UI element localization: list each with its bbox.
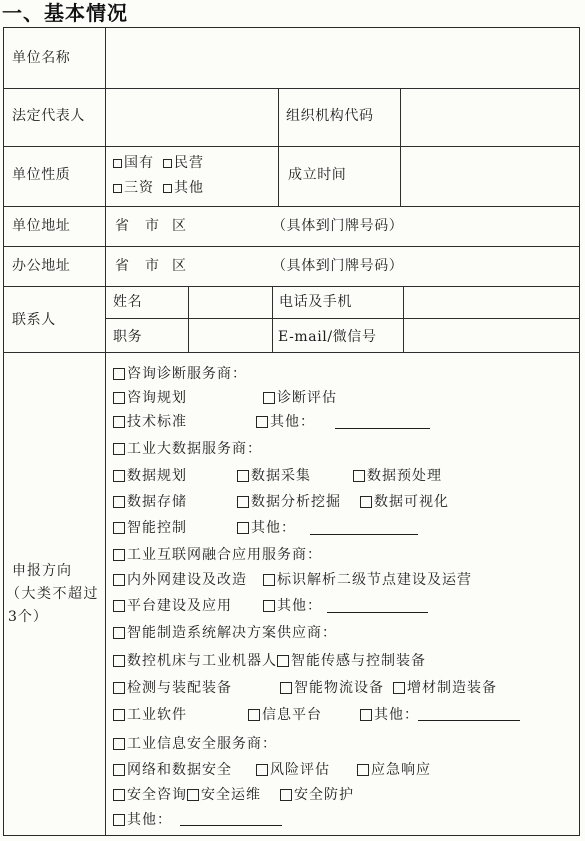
option-label: 安全防护 xyxy=(294,787,354,803)
option-smart-sensing-control[interactable] xyxy=(277,652,426,670)
legal-representative-field[interactable] xyxy=(106,89,277,145)
option-label: 国有 xyxy=(124,155,154,171)
office-address-field[interactable] xyxy=(106,247,579,285)
option-sino-foreign[interactable] xyxy=(113,179,154,197)
checkbox-icon xyxy=(113,814,125,826)
checkbox-icon xyxy=(113,368,125,380)
province-label: 省 xyxy=(115,218,130,234)
declaration-label-note: （大类不超过 xyxy=(6,586,99,602)
contact-name-field[interactable] xyxy=(189,287,271,317)
option-label: 网络和数据安全 xyxy=(127,762,232,778)
other-fill-line[interactable] xyxy=(418,720,520,721)
option-platform-construction[interactable] xyxy=(113,597,232,615)
option-industrial-software[interactable] xyxy=(113,706,187,724)
checkbox-icon xyxy=(113,682,125,694)
other-fill-line[interactable] xyxy=(335,428,430,429)
option-label: 诊断评估 xyxy=(277,390,337,406)
option-label: 其他： xyxy=(270,414,315,430)
checkbox-icon xyxy=(237,522,249,534)
option-risk-assessment[interactable] xyxy=(256,761,330,779)
contact-phone-label: 电话及手机 xyxy=(279,294,352,310)
checkbox-icon xyxy=(113,416,125,428)
address-hint: （具体到门牌号码） xyxy=(272,258,404,274)
option-label: 数据预处理 xyxy=(367,468,442,484)
category-industrial-info-security[interactable] xyxy=(113,735,277,753)
checkbox-icon xyxy=(263,392,275,404)
section-title: 一、基本情况 xyxy=(2,1,128,25)
option-manufacturing-other[interactable] xyxy=(360,706,419,724)
checkbox-icon xyxy=(237,496,249,508)
unit-address-label: 单位地址 xyxy=(12,218,71,234)
unit-name-label: 单位名称 xyxy=(12,50,71,66)
column-divider xyxy=(105,27,106,836)
option-label: 增材制造装备 xyxy=(407,680,497,696)
category-industrial-internet[interactable] xyxy=(113,546,322,564)
option-label: 咨询规划 xyxy=(127,390,187,406)
checkbox-icon xyxy=(187,789,199,801)
checkbox-icon xyxy=(113,549,125,561)
category-consulting-diagnosis[interactable] xyxy=(113,365,247,383)
checkbox-icon xyxy=(113,443,125,455)
district-label: 区 xyxy=(172,258,187,274)
checkbox-icon xyxy=(113,184,122,193)
option-label: 标识解析二级节点建设及运营 xyxy=(277,572,472,588)
province-label: 省 xyxy=(115,258,130,274)
option-label: 数据可视化 xyxy=(374,494,449,510)
option-industrial-internet-other[interactable] xyxy=(263,597,322,615)
category-label: 咨询诊断服务商： xyxy=(127,366,247,382)
option-label: 安全咨询 xyxy=(127,787,187,803)
option-private[interactable] xyxy=(163,154,204,172)
contact-email-field[interactable] xyxy=(404,319,579,351)
checkbox-icon xyxy=(277,655,289,667)
contact-label: 联系人 xyxy=(12,312,56,328)
other-fill-line[interactable] xyxy=(180,825,282,826)
option-label: 数据规划 xyxy=(127,468,187,484)
option-smart-logistics[interactable] xyxy=(280,679,384,697)
checkbox-icon xyxy=(113,159,122,168)
option-label: 数据存储 xyxy=(127,494,187,510)
organization-code-field[interactable] xyxy=(401,89,579,145)
option-label: 安全运维 xyxy=(201,787,261,803)
option-security-protection[interactable] xyxy=(280,786,354,804)
row-divider xyxy=(3,352,580,353)
option-label: 检测与装配装备 xyxy=(127,680,232,696)
checkbox-icon xyxy=(357,764,369,776)
checkbox-icon xyxy=(113,764,125,776)
option-label: 其他： xyxy=(277,598,322,614)
checkbox-icon xyxy=(393,682,405,694)
checkbox-icon xyxy=(353,470,365,482)
other-fill-line[interactable] xyxy=(327,612,428,613)
option-diagnosis-assessment[interactable] xyxy=(263,389,337,407)
checkbox-icon xyxy=(360,496,372,508)
established-date-field[interactable] xyxy=(401,147,579,205)
contact-email-label: E-mail/微信号 xyxy=(278,329,377,345)
category-label: 工业大数据服务商： xyxy=(127,441,262,457)
option-label: 其他： xyxy=(251,520,296,536)
address-hint: （具体到门牌号码） xyxy=(272,218,404,234)
option-label: 智能物流设备 xyxy=(294,680,384,696)
district-label: 区 xyxy=(172,218,187,234)
checkbox-icon xyxy=(248,709,260,721)
city-label: 市 xyxy=(145,218,160,234)
checkbox-icon xyxy=(113,789,125,801)
checkbox-icon xyxy=(360,709,372,721)
declaration-label: 申报方向 xyxy=(12,563,72,579)
checkbox-icon xyxy=(263,574,275,586)
checkbox-icon xyxy=(113,470,125,482)
option-unit-type-other[interactable] xyxy=(163,179,204,197)
option-emergency-response[interactable] xyxy=(357,761,431,779)
checkbox-icon xyxy=(113,627,125,639)
column-divider xyxy=(278,88,279,206)
option-intelligent-control[interactable] xyxy=(113,519,187,537)
other-fill-line[interactable] xyxy=(310,534,418,535)
option-label: 数控机床与工业机器人 xyxy=(127,653,277,669)
category-intelligent-manufacturing[interactable] xyxy=(113,624,337,642)
unit-name-field[interactable] xyxy=(106,28,579,87)
unit-address-field[interactable] xyxy=(106,207,579,245)
checkbox-icon xyxy=(280,682,292,694)
unit-type-label: 单位性质 xyxy=(12,167,71,183)
option-label: 数据采集 xyxy=(251,468,311,484)
contact-position-label: 职务 xyxy=(113,329,143,345)
option-consulting-planning[interactable] xyxy=(113,389,187,407)
checkbox-icon xyxy=(113,574,125,586)
contact-name-label: 姓名 xyxy=(113,294,143,310)
checkbox-icon xyxy=(163,184,172,193)
option-data-preprocessing[interactable] xyxy=(353,467,442,485)
option-network-construction[interactable] xyxy=(113,571,247,589)
option-security-other[interactable] xyxy=(113,811,172,829)
option-security-consulting[interactable] xyxy=(113,786,187,804)
checkbox-icon xyxy=(113,392,125,404)
category-label: 智能制造系统解决方案供应商： xyxy=(127,625,337,641)
option-state-owned[interactable] xyxy=(113,154,154,172)
checkbox-icon xyxy=(113,709,125,721)
option-label: 其他： xyxy=(127,812,172,828)
option-data-analysis-mining[interactable] xyxy=(237,493,341,511)
established-date-label: 成立时间 xyxy=(288,167,347,183)
checkbox-icon xyxy=(237,470,249,482)
city-label: 市 xyxy=(145,258,160,274)
option-label: 三资 xyxy=(124,180,154,196)
option-security-operations[interactable] xyxy=(187,786,261,804)
option-row xyxy=(113,786,261,804)
option-data-storage[interactable] xyxy=(113,493,187,511)
legal-representative-label: 法定代表人 xyxy=(12,108,85,124)
option-label: 民营 xyxy=(174,155,204,171)
option-label: 平台建设及应用 xyxy=(127,598,232,614)
checkbox-icon xyxy=(113,655,125,667)
option-label: 智能控制 xyxy=(127,520,187,536)
option-consulting-other[interactable] xyxy=(256,413,315,431)
option-label: 工业软件 xyxy=(127,707,187,723)
option-cnc-robots[interactable] xyxy=(113,652,277,670)
option-label: 其他 xyxy=(174,180,204,196)
option-inspection-assembly[interactable] xyxy=(113,679,232,697)
category-label: 工业互联网融合应用服务商： xyxy=(127,547,322,563)
option-data-collection[interactable] xyxy=(237,467,311,485)
checkbox-icon xyxy=(163,159,172,168)
option-label: 信息平台 xyxy=(262,707,322,723)
option-technical-standards[interactable] xyxy=(113,413,187,431)
declaration-label-note: 3个） xyxy=(8,609,48,625)
option-label: 内外网建设及改造 xyxy=(127,572,247,588)
option-information-platform[interactable] xyxy=(248,706,322,724)
option-label: 其他： xyxy=(374,707,419,723)
office-address-label: 办公地址 xyxy=(12,258,71,274)
category-industrial-big-data[interactable] xyxy=(113,440,262,458)
option-label: 数据分析挖掘 xyxy=(251,494,341,510)
option-data-visualization[interactable] xyxy=(360,493,449,511)
option-label: 应急响应 xyxy=(371,762,431,778)
checkbox-icon xyxy=(256,416,268,428)
option-additive-manufacturing[interactable] xyxy=(393,679,497,697)
category-label: 工业信息安全服务商： xyxy=(127,736,277,752)
organization-code-label: 组织机构代码 xyxy=(286,108,374,124)
checkbox-icon xyxy=(256,764,268,776)
contact-phone-field[interactable] xyxy=(404,287,579,317)
checkbox-icon xyxy=(263,600,275,612)
checkbox-icon xyxy=(113,496,125,508)
option-identifier-resolution-node[interactable] xyxy=(263,571,472,589)
option-data-planning[interactable] xyxy=(113,467,187,485)
column-divider xyxy=(272,286,273,352)
contact-position-field[interactable] xyxy=(189,319,271,351)
checkbox-icon xyxy=(113,522,125,534)
option-big-data-other[interactable] xyxy=(237,519,296,537)
option-label: 智能传感与控制装备 xyxy=(291,653,426,669)
checkbox-icon xyxy=(113,738,125,750)
option-label: 风险评估 xyxy=(270,762,330,778)
option-row xyxy=(113,652,426,670)
checkbox-icon xyxy=(280,789,292,801)
checkbox-icon xyxy=(113,600,125,612)
option-label: 技术标准 xyxy=(127,414,187,430)
option-network-data-security[interactable] xyxy=(113,761,232,779)
